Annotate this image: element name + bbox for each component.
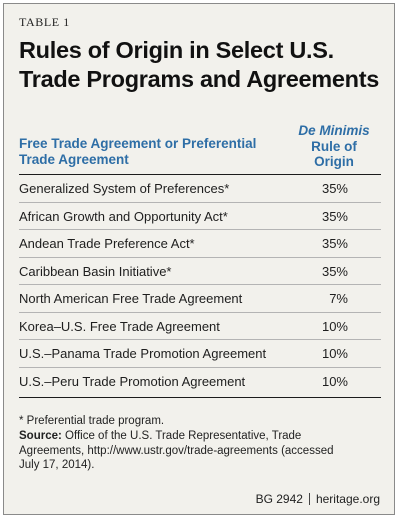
table-row [19, 258, 381, 286]
rule-value: 35% [321, 181, 348, 196]
table-bottom-rule [19, 397, 381, 398]
column-header-agreement: Free Trade Agreement or Preferential Trade Agreement [19, 136, 257, 167]
column-header-rule-line2: Rule of [311, 138, 357, 154]
footer [256, 492, 380, 506]
agreement-name: Andean Trade Preference Act* [19, 236, 195, 251]
rule-value: 35% [321, 263, 348, 279]
table-row [19, 368, 381, 395]
table-row [19, 203, 381, 231]
rule-value: 35% [321, 236, 348, 251]
table-body [19, 174, 381, 394]
table-title: Rules of Origin in Select U.S. Trade Programs and Agreements [19, 37, 380, 92]
column-header-rule-line1: De Minimis [298, 123, 370, 138]
agreement-name: Caribbean Basin Initiative* [19, 263, 172, 279]
rule-value: 10% [321, 346, 348, 361]
rule-value: 10% [321, 318, 348, 334]
rule-value: 10% [321, 373, 348, 389]
table-row [19, 285, 381, 313]
agreement-name: African Growth and Opportunity Act* [19, 208, 228, 224]
source-note [19, 429, 349, 473]
agreement-name: North American Free Trade Agreement [19, 291, 243, 306]
footnote: * Preferential trade program. [19, 415, 165, 427]
report-code: BG 2942 [255, 492, 303, 506]
table-row [19, 175, 381, 203]
agreement-name: Korea–U.S. Free Trade Agreement [19, 318, 220, 334]
table-row [19, 230, 381, 258]
source-label: Source: [19, 430, 62, 442]
footer-divider [309, 493, 310, 505]
agreement-name: U.S.–Peru Trade Promotion Agreement [19, 373, 246, 389]
table-row [19, 340, 381, 368]
agreement-name: U.S.–Panama Trade Promotion Agreement [19, 346, 267, 361]
column-header-rule [288, 123, 380, 170]
rule-value: 35% [321, 208, 348, 224]
rule-value: 7% [329, 291, 348, 306]
source-text: Office of the U.S. Trade Representative, Trade Agreements, http://www.ustr.gov/trade-agreements (accessed July 17, 2014). [19, 430, 334, 471]
table-row [19, 313, 381, 341]
table-card [3, 3, 395, 515]
table-label: TABLE 1 [19, 15, 70, 29]
column-header-rule-line3: Origin [314, 154, 354, 169]
site-link[interactable]: heritage.org [315, 492, 380, 506]
agreement-name: Generalized System of Preferences* [19, 181, 230, 196]
